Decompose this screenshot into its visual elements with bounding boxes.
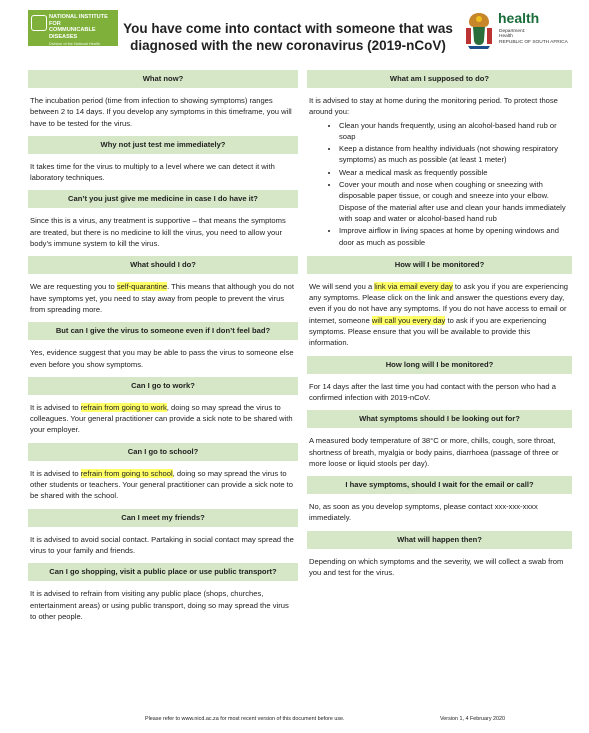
dept-subtext: Department: Health REPUBLIC OF SOUTH AFRICA (499, 29, 568, 45)
page-title (118, 20, 458, 54)
qa-symptoms (307, 410, 572, 476)
question-heading: What symptoms should I be looking out for? (307, 410, 572, 428)
dept-health-logo (462, 8, 582, 54)
qa-school (28, 443, 298, 509)
question-heading: Can’t you just give me medicine in case I do have it? (28, 190, 298, 208)
highlight-self-quarantine: self-quarantine (116, 282, 168, 292)
answer-text: Depending on which symptoms and the severity, we will collect a swab from you and test for the virus. (309, 556, 564, 578)
answer-text: It is advised to avoid social contact. Partaking in social contact may spread the virus to your family and friends. (30, 534, 294, 555)
question-heading: But can I give the virus to someone even if I don’t feel bad? (28, 322, 298, 340)
question-heading: How will I be monitored? (307, 256, 572, 274)
highlight-email: link via email every day (374, 281, 453, 291)
footer-version: Version 1, 4 February 2020 (440, 716, 506, 722)
qa-what-happens (307, 531, 572, 586)
logo-tagline: Division of the National Health Laboratory Service (49, 42, 100, 51)
answer-text: It is advised to refrain from visiting any public place (shops, churches, entertainment areas) or using public transport, doing so may spread the virus to other people. (30, 589, 289, 621)
nicd-logo (28, 10, 118, 51)
left-column (28, 70, 298, 629)
question-heading: What should I do? (28, 256, 298, 274)
logo-line1: NATIONAL INSTITUTE FOR (49, 14, 108, 27)
qa-work (28, 377, 298, 443)
qa-what-should-i-do (28, 256, 298, 322)
answer-text: Yes, evidence suggest that you may be able to pass the virus to someone else even before you show symptoms. (30, 348, 294, 369)
list-item: • Keep a distance from healthy individuals (not showing respiratory symptoms) as much as possible (at least 1 meter) (339, 143, 570, 166)
list-item: • Cover your mouth and nose when coughing or sneezing with disposable paper tissue, or cough and sneeze into your elbow. Dispose of the material after use and clean your hands immediately with soap and water or alcohol-based hand rub (339, 179, 570, 224)
question-heading: I have symptoms, should I wait for the email or call? (307, 476, 572, 494)
protection-list (309, 120, 570, 248)
answer-text: The incubation period (time from infection to showing symptoms) ranges between 2 to 14 days. If you develop any symptoms in this timeframe, you will have to be tested for the virus. (30, 96, 292, 128)
question-heading: What will happen then? (307, 531, 572, 549)
qa-how-long (307, 356, 572, 411)
question-heading: Can I go shopping, visit a public place or use public transport? (28, 563, 298, 581)
qa-medicine (28, 190, 298, 256)
qa-supposed-to-do (307, 70, 572, 256)
logo-line2: COMMUNICABLE DISEASES (49, 27, 96, 40)
question-heading: What now? (28, 70, 298, 88)
list-item: • Clean your hands frequently, using an alcohol-based hand rub or soap (339, 120, 570, 143)
coat-of-arms-icon (462, 10, 496, 50)
answer-text: Since this is a virus, any treatment is supportive – that means the symptoms are treated, but there is no medicine to kill the virus, you need to allow your body’s immune system to kill the virus. (30, 216, 286, 249)
title-line2: diagnosed with the new coronavirus (2019-nCoV) (130, 38, 446, 53)
qa-wait (307, 476, 572, 531)
list-item: • Improve airflow in living spaces at home by opening windows and door as much as possible (339, 225, 570, 248)
question-heading: Why not just test me immediately? (28, 136, 298, 154)
question-heading: Can I meet my friends? (28, 509, 298, 527)
right-column (307, 70, 572, 585)
question-heading: What am I supposed to do? (307, 70, 572, 88)
qa-what-now (28, 70, 298, 136)
highlight-school: refrain from going to school (80, 468, 173, 478)
answer-text: No, as soon as you develop symptoms, please contact xxx-xxx-xxxx immediately. (309, 502, 538, 523)
list-item: • Wear a medical mask as frequently possible (339, 167, 570, 178)
question-heading: Can I go to work? (28, 377, 298, 395)
qa-give-virus (28, 322, 298, 377)
highlight-call: will call you every day (371, 315, 446, 325)
dept-word: health (498, 10, 540, 26)
answer-text: We are requesting you to self-quarantine. This means that although you do not have symptoms yet, you need to stay away from people to prevent the virus from spreading more. (30, 282, 295, 314)
nicd-emblem-icon (31, 15, 47, 31)
answer-text: It takes time for the virus to multiply to a level where we can detect it with laboratory techniques. (30, 161, 275, 183)
answer-text: We will send you a link via email every day to ask you if you are experiencing any symptoms. Please click on the link and answer the questions every day, even if you do not have any symptoms. If you do not have access to email or internet, someone will call you every day to ask if you are experiencing symptoms. Please ensure that you will be available to provide this information. (309, 281, 569, 348)
qa-monitored (307, 256, 572, 356)
qa-test-immediately (28, 136, 298, 191)
answer-text: It is advised to refrain from going to work, doing so may spread the virus to colleagues. Your general practitioner can provide a sick note to be shared with your employer. (30, 402, 293, 435)
answer-text: It is advised to stay at home during the monitoring period. To protect those around you: • Clean your hands frequently, using an alcohol-based hand rub or soap • Keep a distance from healthy individuals (not showing respiratory symptoms) as much as possible (at least 1 meter) • Wear a medical mask as frequently possible • Cover your mouth and nose when coughing or sneezing with disposable paper tissue, or cough and sneeze into your elbow. Dispose of the material after use and clean your hands immediately with soap and water or alcohol-based hand rub • Improve airflow in living spaces at home by opening windows and door as much as possible (307, 88, 572, 256)
qa-friends (28, 509, 298, 564)
highlight-work: refrain from going to work (80, 402, 167, 412)
qa-shopping (28, 563, 298, 629)
question-heading: How long will I be monitored? (307, 356, 572, 374)
question-heading: Can I go to school? (28, 443, 298, 461)
answer-text: For 14 days after the last time you had contact with the person who had a confirmed infection with 2019-nCoV. (309, 381, 556, 402)
footer-note: Please refer to www.nicd.ac.za for most recent version of this document before use. (145, 716, 345, 722)
answer-text: A measured body temperature of 38°C or more, chills, cough, sore throat, shortness of breath, myalgia or body pains, diarrhoea (passage of three or more loose or liquid stools per day). (309, 436, 559, 468)
title-line1: You have come into contact with someone that was (123, 21, 453, 36)
answer-text: It is advised to refrain from going to school, doing so may spread the virus to other students or teachers. Your general practitioner can provide a sick note to be shared with the school. (30, 468, 293, 501)
